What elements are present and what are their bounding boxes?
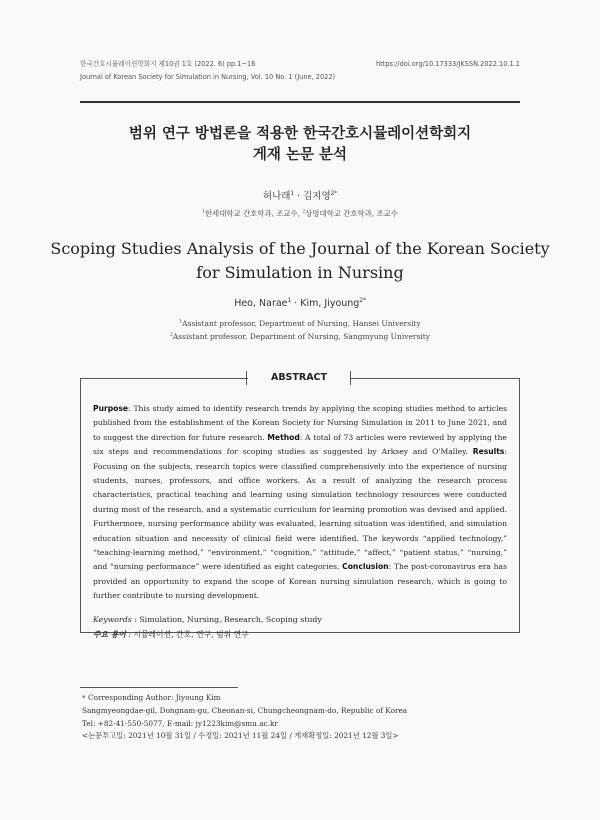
- running-header-left: [80, 58, 335, 84]
- footnote-star: *: [82, 693, 86, 702]
- authors-english: [60, 298, 540, 309]
- author-1-en: Heo, Narae: [234, 298, 288, 309]
- corresponding-author: [82, 692, 407, 705]
- title-korean-line-1: 범위 연구 방법론을 적용한 한국간호시뮬레이션학회지: [128, 126, 472, 142]
- method-label: Method: [267, 432, 300, 442]
- author-1-en-sup: 1: [287, 297, 292, 304]
- title-english-line-2: for Simulation in Nursing: [196, 263, 404, 282]
- journal-name-en: Journal of Korean Society for Simulation in Nursing, Vol. 10 No. 1 (June, 2022): [80, 73, 336, 81]
- aff-ko-1: 한세대학교 간호학과, 조교수,: [204, 209, 303, 218]
- author-2-ko-sup: 2*: [330, 190, 338, 197]
- abstract-heading-bracket-right: [350, 371, 351, 385]
- corresponding-author-label: Corresponding Author: [87, 693, 171, 702]
- keywords-ko-text: : 시뮬레이션, 간호, 연구, 범위 연구: [125, 630, 249, 639]
- purpose-text: : This study aimed to identify research trends by applying the scoping studies method to articles published from the establishment of the Korean Society for Nursing Simulation in 2011 to June 2021, and to suggest the direction for future research.: [93, 404, 507, 442]
- aff-ko-2: 상명대학교 간호학과, 조교수: [305, 209, 398, 218]
- aff-en-2: [60, 330, 540, 343]
- affiliations-english: [60, 317, 540, 343]
- results-label: Results: [472, 447, 505, 457]
- keywords-en: [93, 612, 322, 627]
- author-address: Sangmyeongdae-gil, Dongnam-gu, Cheonan-si, Chungcheongnam-do, Republic of Korea: [82, 705, 408, 715]
- authors-korean: [60, 188, 540, 202]
- author-2-en: Kim, Jiyoung: [300, 298, 360, 309]
- keywords-ko: [93, 627, 322, 642]
- title-english: [50, 237, 550, 285]
- author-1-ko: 허나래: [262, 191, 291, 202]
- keywords-en-text: : Simulation, Nursing, Research, Scoping study: [131, 615, 322, 624]
- author-separator: ·: [294, 191, 304, 202]
- purpose-label: Purpose: [93, 404, 129, 413]
- author-1-ko-sup: 1: [290, 190, 295, 197]
- keywords-en-label: Keywords: [93, 615, 132, 624]
- author-2-ko: 김지영: [303, 191, 331, 202]
- aff-en-1: [60, 317, 540, 330]
- aff-en-1-sup: 1: [179, 319, 183, 325]
- corresponding-author-name: : Jiyoung Kim: [170, 693, 221, 702]
- aff-ko-1-sup: 1: [202, 209, 205, 215]
- abstract-body: [93, 402, 507, 604]
- title-english-line-1: Scoping Studies Analysis of the Journal of the Korean Society: [50, 239, 550, 258]
- title-korean: [60, 124, 540, 166]
- affiliations-korean: [60, 208, 540, 219]
- results-text: : Focusing on the subjects, research topics were classified comprehensively into the experience of nursing students, nurses, professors, and office workers. As a result of analyzing the research process characteristics, practical teaching and learning using simulation technology resources were conducted during most of the research, and a systematic curriculum for learning promotion was devised and applied. Furthermore, nursing performance ability was evaluated, learning situation was identified, and simulation education situation and necessity of clinical field were identified. The keywords “applied technology,” “teaching-learning method,” “environment,” “cognition,” “attitude,” “affect,” “patient status,” “nursing,” and “nursing performance” were identified as eight categories.: [93, 447, 507, 572]
- conclusion-label: Conclusion: [342, 562, 389, 572]
- author-separator-en: ·: [291, 298, 301, 309]
- abstract-heading-bracket-left: [246, 371, 247, 385]
- aff-en-2-text: Assistant professor, Department of Nursing, Sangmyung University: [172, 332, 430, 341]
- keywords-ko-label: 주요 용어: [93, 630, 126, 639]
- footnote: [82, 692, 407, 743]
- abstract-heading: ABSTRACT: [270, 372, 328, 383]
- doi-link[interactable]: https://doi.org/10.17333/JKSSN.2022.10.1.1: [375, 60, 520, 68]
- keywords-section: [93, 612, 322, 642]
- footnote-rule: [80, 687, 238, 688]
- submission-dates: <논문투고일: 2021년 10월 31일 / 수정일: 2021년 11월 24일 / 게재확정일: 2021년 12월 3일>: [82, 731, 399, 741]
- aff-en-1-text: Assistant professor, Department of Nursing, Hansei University: [182, 319, 421, 328]
- abstract-top-rule-left: [80, 378, 248, 379]
- conclusion-text: : The post-coronavirus era has provided an opportunity to expand the scope of Korean nursing simulation research, which is going to further contribute to nursing development.: [93, 562, 507, 601]
- title-korean-line-2: 게재 논문 분석: [252, 147, 348, 163]
- aff-en-2-sup: 2: [170, 332, 173, 338]
- author-2-en-sup: 2*: [359, 297, 366, 304]
- aff-ko-2-sup: 2: [302, 209, 306, 215]
- abstract-top-rule-right: [350, 378, 520, 379]
- header-rule: [80, 101, 520, 103]
- author-contact: Tel: +82-41-550-5077, E-mail: jy1223kim@smu.ac.kr: [82, 718, 278, 728]
- method-text: : A total of 73 articles were reviewed by applying the six steps and recommendations for scoping studies as suggested by Arksey and O'Malley.: [93, 432, 507, 457]
- journal-name-ko: 한국간호시뮬레이션학회지 제10권 1호 (2022. 6) pp.1~16: [80, 60, 256, 68]
